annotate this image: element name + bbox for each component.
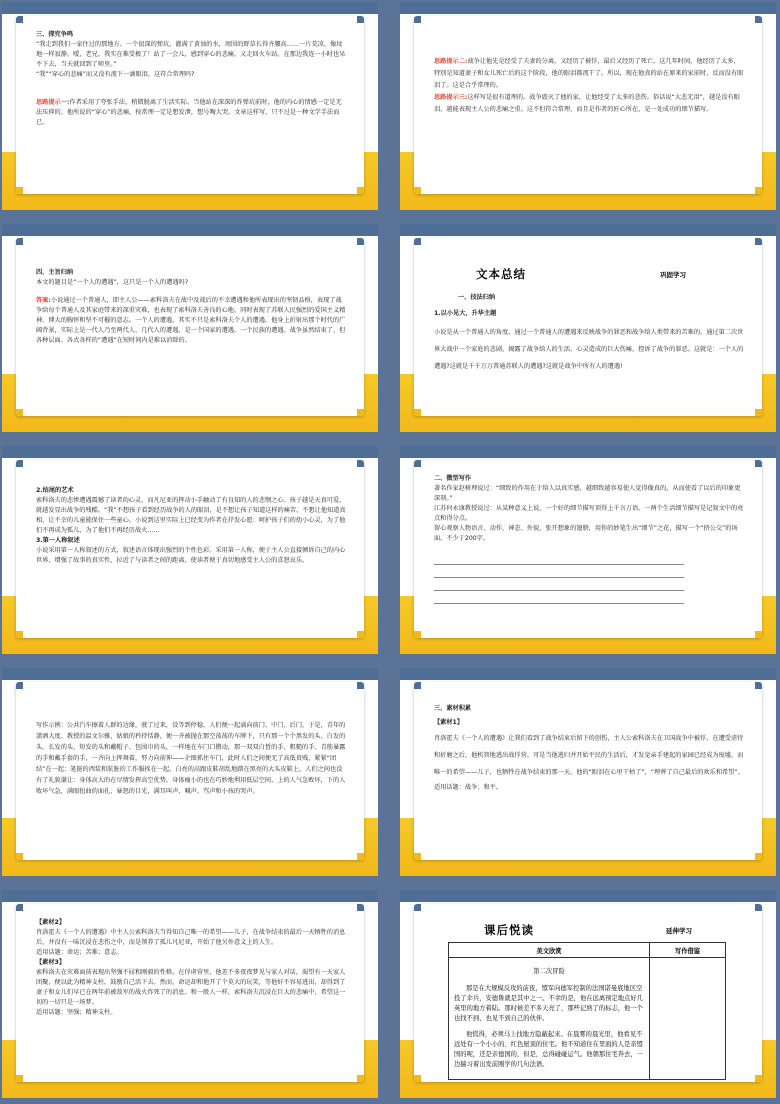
subsection-text: 小说采用第一人称叙述的方式，叙述语言体现出强烈的个性色彩。采用第一人称，便于主人公直接倾诉自己的内心世界，增强了故事的真实性，拉近了与读者之间的距离，使读者便于真切地感受主人公的喜怒哀乐。 bbox=[36, 547, 346, 564]
topic-text: 适用话题：命运；苦难；意志。 bbox=[36, 949, 123, 956]
section-tag: 巩固学习 bbox=[660, 271, 686, 279]
slide-card bbox=[414, 238, 762, 416]
section-heading: 四、主旨归纳 bbox=[36, 269, 74, 276]
writing-line[interactable] bbox=[434, 565, 684, 578]
answer-paragraph bbox=[36, 296, 346, 346]
hint3-paragraph bbox=[434, 92, 744, 116]
hint3-label: 思路提示三: bbox=[434, 94, 468, 101]
article-paragraph: 他慌得，必须马上找地方隐蔽起来。在晨雾的晨光里，他看见不远处有一个小小的、红色屋顶的住宅。他不知道住在里面的人是亲盟国的呢，还是亲德国的，但是，总得碰碰运气。他朝那住宅奔去，一边揣习着出发前刚学的几句法语。 bbox=[454, 1030, 643, 1068]
writing-lines bbox=[434, 552, 744, 604]
column-header: 写作借鉴 bbox=[650, 943, 726, 958]
slide-6 bbox=[400, 446, 776, 654]
section-title: 课后悦读 bbox=[484, 923, 534, 937]
slide-card bbox=[16, 16, 364, 194]
section-heading: 三、探究争鸣 bbox=[36, 31, 74, 38]
writing-line[interactable] bbox=[434, 552, 684, 565]
section-title: 文本总结 bbox=[476, 267, 526, 281]
material-label: 【素材1】 bbox=[434, 719, 464, 726]
subsection-text: 索科洛夫的悲惨遭遇震撼了读者的心灵，而凡尼亚的挥动小手触动了有良知的人的悲悯之心。孩子越是天真可爱，就越发显出战争的残酷。“我”不想孩子看到经历战争的人的眼泪，是不想让孩子知道这样的痛苦，不想让他知道真相，让不幸的儿童能保住一些童心。小说到这里实际上已经变为作者在抒发心愿：呵护孩子们的幼小心灵，为了他们不再成为孤儿，为了他们不再经历战火…… bbox=[36, 497, 346, 534]
question-text: 本文的题目是“一个人的遭遇”，这只是一个人的遭遇吗? bbox=[36, 279, 189, 286]
example-text: 写作示例：公共汽车擦着人群的边缘，驶了过来，没等到停稳，人们便一起涌向前门、中门、后门，于是，青年的潇洒大度、教授的温文尔雅、姑娘的矜持恬静，便一齐被抛在那空荡荡的车牌下，只有那一个个黑发的头、白发的头、长发的头、短发的头和戴帽子、包围巾的头，一样地在车门口攒动，那一双双白皙的手、粗糙的手、青筋暴露的手和戴手套的手，一齐向上挥舞着，努力向前伸——企图抓住车门，此时人们之间便无了高低贵贱，紧紧“团结”在一起：笔挺的西装和肮脏的工作服挨在一起，白亮的高跟皮鞋胡乱地踏在黑亮的大头皮鞋上，人们之间也没有了礼貌谦让：身体高大的在尽情发挥高空优势，身体瘦小的也在巧妙地利用低层空间，上的人气急败坏，下的人败坏气急，满眼扭曲的面孔、暴怒的目光，满耳叫声、喊声、骂声和小孩的哭声。 bbox=[36, 722, 346, 795]
slide-card bbox=[414, 904, 762, 1082]
question-text: “我”“穿心的悲痛”而又没有流下一滴眼泪，这符合常理吗? bbox=[36, 71, 195, 78]
section-tag: 延伸学习 bbox=[666, 927, 692, 935]
hint2-text: 战争让他先是经受了夫妻的分离，又经历了被俘，最后又经历了死亡。这几年时间，他经历了太多，特别是知道妻子和女儿死亡后的这个阶段，他的眼泪都流干了。所以，现在他真的站在原来的家前时，反而没有眼泪了。这是合乎常理的。 bbox=[434, 58, 744, 89]
hint-label: 思路提示一: bbox=[36, 99, 70, 106]
answer-text: 小说通过一个普通人，即主人公——索科洛夫在战中及战后的不幸遭遇和他所表现出的坚韧品格，表现了战争给每个普通人及其家庭带来的深重灾难，也表现了索科洛夫善良的心地，同时表现了苏联人民强烈的爱国主义精神、博大的胸怀和坚不可摧的意志。一个人的遭遇，其实不只是索科洛夫个人的遭遇，他身上折射出那个时代的广阔背景，实际上是一代人乃至两代人、几代人的遭遇，是一个国家的遭遇、一个民族的遭遇。战争虽然结束了，但各种层面、各式各样的“遭遇”在短时间内是难以消除的。 bbox=[36, 297, 346, 344]
material-text: 索科洛夫在灾难面前表现出坚强不屈和刚毅的性格。在俘虏营里，他差不多夜夜梦见与家人对话，渴望有一天家人团聚，便以此为精神支柱，鼓励自己活下去。然而，命运却和他开了个莫大的玩笑，等他好不容易逃出，却得到了妻子和女儿们早已在两年前被敌军的战火炸死了的消息。和一般人一样，索科洛夫沉浸在巨大的悲痛中，希望这一切的一切只是一场梦。 bbox=[36, 969, 346, 1006]
topic-text: 适用话题：坚强；精神支柱。 bbox=[36, 1009, 117, 1016]
article-cell bbox=[449, 958, 650, 1080]
slide-2 bbox=[400, 2, 776, 210]
section-heading: 二、微型写作 bbox=[434, 475, 472, 482]
slide-5 bbox=[2, 446, 378, 654]
slide-card bbox=[414, 460, 762, 638]
slide-3 bbox=[2, 224, 378, 432]
slide-card bbox=[16, 460, 364, 638]
answer-label: 答案: bbox=[36, 297, 51, 304]
topic-text: 适用话题：战争；和平。 bbox=[434, 784, 503, 791]
subsection-heading: 2.结尾的艺术 bbox=[36, 487, 74, 494]
material-label: 【素材2】 bbox=[36, 919, 66, 926]
technique-heading: 1.以小见大，升华主题 bbox=[434, 310, 497, 317]
task-text: 留心观察人物语言、动作、神态、外貌，张开想象的翅膀，用你的妙笔生出“细节”之花，描写一个“挤公交”的场面。不少于200字。 bbox=[434, 525, 738, 542]
section-heading: 三、素材积累 bbox=[434, 705, 472, 712]
quote-text: “我走到我们一家住过的那地方。一个很深的弹坑，灌满了黄浊的水，周围的野草长得齐腰高……一片荒凉，像坟地一样寂静。嗳，老兄，我实在难受极了！站了一会儿，感到穿心的悲痛，又走回火车站。在那边我连一小时也呆不下去，当天就回到了师里。” bbox=[36, 41, 346, 68]
slide-4 bbox=[400, 224, 776, 432]
hint2-label: 思路提示二: bbox=[434, 58, 468, 65]
slide-1 bbox=[2, 2, 378, 210]
hint-text: 作者采用了夸张手法，稍微脱离了生活实际。当他站在深深的炸弹坑前时，他的内心的情感一定是无法压抑的。他所说的“穿心”的悲痛，按常理一定是想发泄，想号啕大哭。文章这样写，只不过是一种文学手法而已。 bbox=[36, 99, 342, 126]
quote-text: 著名作家赵树理说过：“细致的作用在于给人以真实感，越细致越容易使人觉得像真的，从而使看了以后的印象更深刻。” bbox=[434, 485, 741, 502]
article-paragraph: 那是在大规模反攻的前夜，盟军向德军控制的法国诺曼底地区空投了伞兵，安德鲁就是其中之一。不幸的是，他在远离预定地点好几英里的地方着陆。那时候差不多天亮了，那些记熟了的标志，他一个也找不到，也见不到自己的伙伴。 bbox=[454, 984, 643, 1022]
article-title: 第二次冒险 bbox=[533, 968, 565, 976]
slide-card bbox=[16, 238, 364, 416]
column-header: 美文欣赏 bbox=[449, 943, 650, 958]
material-text: 肖洛霍夫《一个人的遭遇》让我们看到了战争结束后留下的创伤，主人公索科洛夫在卫国战争中被俘，在遭受虐待和折磨之后，他机智地逃出战俘营。可是当他逃归并开始平民的生活后，才发觉亲手建起的家园已经成为废墟，而唯一的希望——儿子，也牺牲在战争结束的那一天。他的“眼泪在心里干枯了”，“埋葬了自己最后的欢乐和希望”。 bbox=[434, 735, 744, 776]
hint-paragraph bbox=[36, 98, 346, 128]
reading-table bbox=[448, 942, 726, 1080]
slide-card bbox=[414, 16, 762, 194]
slide-9 bbox=[2, 890, 378, 1098]
slide-card bbox=[414, 682, 762, 860]
hint3-text: 这样写是很有道理的。战争毁灭了他的家，让他经受了太多的悲伤。俗话说“大悲无泪”，越是没有眼泪，越能表现主人公的悲痛之重。这不但符合常理，而且是作者的匠心所在，是一处成功的细节描写。 bbox=[434, 94, 740, 113]
technique-text: 小说是从一个普通人的角度、通过一个普通人的遭遇来反映战争的罪恶和战争给人类带来的苦难的。通过第二次世界大战中一个家庭的悲剧，揭露了战争给人的生活、心灵造成的巨大伤痛，控诉了战争的罪恶。这就是：一个人的遭遇?这就是千千万万普通苏联人的遭遇?这就是战争中所有人的遭遇! bbox=[434, 329, 744, 370]
slide-8 bbox=[400, 668, 776, 876]
subsection-heading: 一、技法归纳 bbox=[458, 294, 496, 301]
slide-7 bbox=[2, 668, 378, 876]
hint2-paragraph bbox=[434, 56, 744, 92]
slide-card bbox=[16, 682, 364, 860]
writing-line[interactable] bbox=[434, 578, 684, 591]
notes-cell[interactable] bbox=[650, 958, 726, 1080]
material-text: 肖洛霍夫《一个人的遭遇》中主人公索科洛夫当得知自己唯一的希望——儿子，在战争结束的最后一天牺牲的消息后，并没有一味沉浸在悲伤之中，而是领养了孤儿凡尼亚，开始了他另外意义上的人生。 bbox=[36, 929, 346, 946]
slide-10 bbox=[400, 890, 776, 1098]
slide-card bbox=[16, 904, 364, 1082]
quote-text: 江苏何永康教授说过：从某种意义上说，一个好的细节描写顶得上千言万语。一两个生活细节描写是记叙文中的亮点和得分点。 bbox=[434, 505, 744, 522]
subsection-heading: 3.第一人称叙述 bbox=[36, 537, 80, 544]
writing-line[interactable] bbox=[434, 591, 684, 604]
material-label: 【素材3】 bbox=[36, 959, 66, 966]
